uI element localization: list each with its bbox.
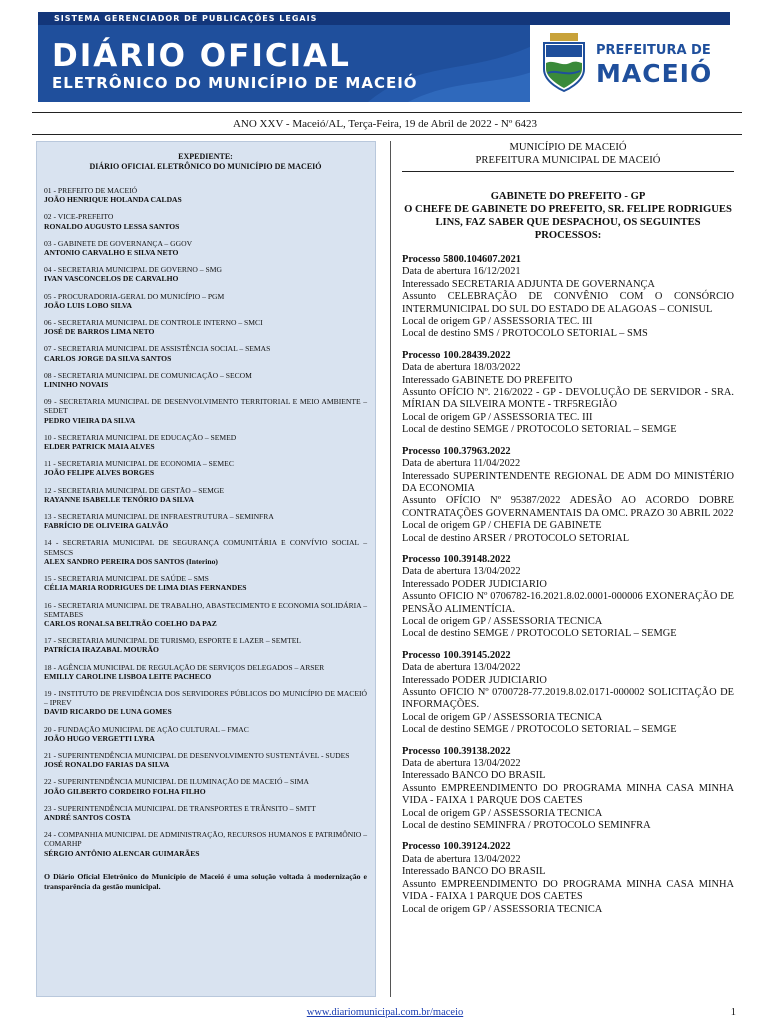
expediente-official-name: ALEX SANDRO PEREIRA DOS SANTOS (Interino) (44, 556, 218, 566)
expediente-official-name: ELDER PATRICK MAIA ALVES (44, 442, 155, 452)
expediente-role: 24 - COMPANHIA MUNICIPAL DE ADMINISTRAÇÃO, RECURSOS HUMANOS E PATRIMÔNIO – COMARHP (44, 830, 367, 849)
expediente-entry (44, 512, 367, 530)
process-detail-line: Data de abertura 11/04/2022 (402, 458, 521, 470)
process-detail-line: Data de abertura 13/04/2022 (402, 662, 521, 674)
process-number: Processo 100.39148.2022 (402, 553, 511, 565)
process-detail-line: Local de destino ARSER / PROTOCOLO SETORIAL (402, 532, 630, 544)
expediente-role: 23 - SUPERINTENDÊNCIA MUNICIPAL DE TRANSPORTES E TRÂNSITO – SMTT (44, 803, 316, 813)
prefecture-name: PREFEITURA MUNICIPAL DE MACEIÓ (475, 155, 661, 166)
expediente-official-name: LININHO NOVAIS (44, 380, 109, 390)
expediente-role: 11 - SECRETARIA MUNICIPAL DE ECONOMIA – SEMEC (44, 459, 234, 469)
expediente-official-name: JOÃO GILBERTO CORDEIRO FOLHA FILHO (44, 786, 206, 796)
expediente-official-name: ANTONIO CARVALHO E SILVA NETO (44, 248, 179, 258)
expediente-official-name: JOÃO FELIPE ALVES BORGES (44, 468, 155, 478)
process-detail-line: Local de destino SEMGE / PROTOCOLO SETORIAL – SEMGE (402, 628, 677, 640)
expediente-official-name: PATRÍCIA IRAZABAL MOURÃO (44, 645, 159, 655)
expediente-entry (44, 459, 367, 477)
expediente-entry (44, 601, 367, 629)
expediente-role: 09 - SECRETARIA MUNICIPAL DE DESENVOLVIMENTO TERRITORIAL E MEIO AMBIENTE – SEDET (44, 397, 367, 416)
section-header (402, 141, 734, 172)
expediente-official-name: DAVID RICARDO DE LUNA GOMES (44, 707, 172, 717)
expediente-official-name: SÉRGIO ANTÔNIO ALENCAR GUIMARÃES (44, 848, 200, 858)
expediente-entry (44, 265, 367, 283)
process-entry (402, 254, 734, 341)
process-detail-line: Assunto CELEBRAÇÃO DE CONVÊNIO COM O CONSÓRCIO INTERMUNICIPAL DO SUL DO ESTADO DE ALAGOAS – CONISUL (402, 291, 734, 315)
process-number: Processo 100.37963.2022 (402, 445, 511, 457)
expediente-entry (44, 344, 367, 362)
expediente-entry (44, 538, 367, 566)
expediente-footer: O Diário Oficial Eletrônico do Município de Maceió é uma solução voltada à modernização e transparência da gestão municipal. (44, 871, 367, 891)
gabinete-title: GABINETE DO PREFEITO - GP (490, 191, 646, 202)
expediente-role: 18 - AGÊNCIA MUNICIPAL DE REGULAÇÃO DE SERVIÇOS DELEGADOS – ARSER (44, 662, 325, 672)
process-detail-line: Interessado PODER JUDICIARIO (402, 578, 547, 590)
expediente-entry (44, 751, 367, 769)
gabinete-statement: O CHEFE DE GABINETE DO PREFEITO, SR. FELIPE RODRIGUES LINS, FAZ SABER QUE DESPACHOU, OS SEGUINTES PROCESSOS: (404, 204, 732, 241)
process-detail-line: Interessado PODER JUDICIARIO (402, 674, 547, 686)
expediente-role: 05 - PROCURADORIA-GERAL DO MUNICÍPIO – PGM (44, 291, 225, 301)
expediente-entry (44, 663, 367, 681)
expediente-role: 12 - SECRETARIA MUNICIPAL DE GESTÃO – SEMGE (44, 485, 225, 495)
process-detail-line: Local de origem GP / ASSESSORIA TEC. III (402, 411, 593, 423)
expediente-role: 08 - SECRETARIA MUNICIPAL DE COMUNICAÇÃO – SECOM (44, 370, 252, 380)
expediente-entry (44, 486, 367, 504)
municipality-name: MUNICÍPIO DE MACEIÓ (509, 142, 627, 153)
expediente-role: 16 - SECRETARIA MUNICIPAL DE TRABALHO, ABASTECIMENTO E ECONOMIA SOLIDÁRIA – SEMTABES (44, 600, 367, 619)
process-detail-line: Interessado BANCO DO BRASIL (402, 866, 546, 878)
process-entry (402, 746, 734, 833)
process-detail-line: Interessado SUPERINTENDENTE REGIONAL DE ADM DO MINISTÉRIO DA ECONOMIA (402, 470, 734, 494)
expediente-official-name: RAYANNE ISABELLE TENÓRIO DA SILVA (44, 494, 194, 504)
expediente-role: 07 - SECRETARIA MUNICIPAL DE ASSISTÊNCIA SOCIAL – SEMAS (44, 344, 271, 354)
process-number: Processo 100.28439.2022 (402, 349, 511, 361)
expediente-entry (44, 186, 367, 204)
expediente-role: 22 - SUPERINTENDÊNCIA MUNICIPAL DE ILUMINAÇÃO DE MACEIÓ – SIMA (44, 777, 310, 787)
process-detail-line: Assunto EMPREENDIMENTO DO PROGRAMA MINHA CASA MINHA VIDA - FAIXA 1 PARQUE DOS CAETES (402, 878, 734, 903)
process-detail-line: Local de origem GP / ASSESSORIA TECNICA (402, 615, 603, 627)
masthead-banner (38, 12, 730, 102)
process-detail-line: Assunto EMPREENDIMENTO DO PROGRAMA MINHA CASA MINHA VIDA - FAIXA 1 PARQUE DOS CAETES (402, 782, 734, 807)
process-number: Processo 5800.104607.2021 (402, 254, 521, 265)
expediente-entry (44, 830, 367, 858)
process-detail-line: Data de abertura 18/03/2022 (402, 362, 521, 374)
process-detail-line: Assunto OFÍCIO Nº. 216/2022 - GP - DEVOLUÇÃO DE SERVIDOR - SRA. MÍRIAN DA SILVEIRA MONTE - TRF5REGIÃO (402, 387, 734, 411)
expediente-entry (44, 371, 367, 389)
city-crest-icon (540, 33, 588, 93)
expediente-role: 01 - PREFEITO DE MACEIÓ (44, 186, 138, 195)
process-entry (402, 650, 734, 737)
process-number: Processo 100.39124.2022 (402, 841, 511, 853)
expediente-official-name: JOÃO LUIS LOBO SILVA (44, 300, 132, 310)
expediente-role: 15 - SECRETARIA MUNICIPAL DE SAÚDE – SMS (44, 574, 209, 584)
expediente-role: 13 - SECRETARIA MUNICIPAL DE INFRAESTRUTURA – SEMINFRA (44, 512, 274, 522)
main-column (402, 141, 734, 925)
prefeitura-city: MACEIÓ (596, 59, 713, 88)
expediente-role: 03 - GABINETE DE GOVERNANÇA – GGOV (44, 238, 193, 248)
process-detail-line: Local de destino SEMGE / PROTOCOLO SETORIAL – SEMGE (402, 724, 677, 736)
expediente-entry (44, 318, 367, 336)
process-detail-line: Assunto OFICIO Nº 0706782-16.2021.8.02.0001-000006 EXONERAÇÃO DE PENSÃO ALIMENTÍCIA. (402, 591, 734, 615)
process-detail-line: Local de destino SMS / PROTOCOLO SETORIAL – SMS (402, 328, 648, 340)
expediente-entry (44, 689, 367, 717)
process-detail-line: Local de origem GP / ASSESSORIA TECNICA (402, 903, 603, 915)
prefeitura-label: PREFEITURA DE (596, 43, 711, 58)
publication-title: DIÁRIO OFICIAL (52, 38, 351, 74)
process-detail-line: Interessado GABINETE DO PREFEITO (402, 374, 573, 386)
expediente-role: 06 - SECRETARIA MUNICIPAL DE CONTROLE INTERNO – SMCI (44, 318, 263, 328)
prefeitura-logo (530, 25, 730, 102)
process-entry (402, 446, 734, 545)
expediente-official-name: JOÃO HUGO VERGETTI LYRA (44, 733, 155, 743)
footer-website-link[interactable]: www.diariomunicipal.com.br/maceio (306, 1007, 464, 1018)
process-detail-line: Data de abertura 13/04/2022 (402, 566, 521, 578)
expediente-official-name: CARLOS JORGE DA SILVA SANTOS (44, 353, 172, 363)
expediente-entry (44, 239, 367, 257)
expediente-entry (44, 292, 367, 310)
column-divider (390, 141, 391, 997)
process-entry (402, 841, 734, 915)
expediente-official-name: CÉLIA MARIA RODRIGUES DE LIMA DIAS FERNANDES (44, 583, 247, 593)
system-label: SISTEMA GERENCIADOR DE PUBLICAÇÕES LEGAIS (54, 14, 318, 23)
expediente-entry (44, 725, 367, 743)
expediente-official-name: ANDRÉ SANTOS COSTA (44, 812, 131, 822)
process-detail-line: Local de destino SEMINFRA / PROTOCOLO SEMINFRA (402, 820, 651, 832)
expediente-official-name: JOÃO HENRIQUE HOLANDA CALDAS (44, 195, 182, 205)
process-detail-line: Local de origem GP / ASSESSORIA TECNICA (402, 711, 603, 723)
process-number: Processo 100.39138.2022 (402, 745, 511, 757)
process-detail-line: Interessado BANCO DO BRASIL (402, 770, 546, 782)
gabinete-header (402, 190, 734, 242)
process-detail-line: Local de origem GP / ASSESSORIA TECNICA (402, 807, 603, 819)
expediente-official-name: EMILLY CAROLINE LISBOA LEITE PACHECO (44, 671, 212, 681)
expediente-title (44, 152, 367, 172)
expediente-official-name: CARLOS RONALSA BELTRÃO COELHO DA PAZ (44, 618, 217, 628)
expediente-entry (44, 212, 367, 230)
expediente-official-name: IVAN VASCONCELOS DE CARVALHO (44, 274, 179, 284)
expediente-official-name: JOSÉ RONALDO FARIAS DA SILVA (44, 760, 170, 770)
expediente-role: 19 - INSTITUTO DE PREVIDÊNCIA DOS SERVIDORES PÚBLICOS DO MUNICÍPIO DE MACEIÓ – IPREV (44, 688, 367, 708)
expediente-entry (44, 636, 367, 654)
expediente-role: 17 - SECRETARIA MUNICIPAL DE TURISMO, ESPORTE E LAZER – SEMTEL (44, 636, 302, 646)
expediente-role: 10 - SECRETARIA MUNICIPAL DE EDUCAÇÃO – SEMED (44, 432, 237, 442)
process-entry (402, 554, 734, 641)
process-detail-line: Data de abertura 16/12/2021 (402, 266, 521, 278)
issue-divider (32, 134, 742, 135)
expediente-role: 21 - SUPERINTENDÊNCIA MUNICIPAL DE DESENVOLVIMENTO SUSTENTÁVEL - SUDES (44, 750, 350, 760)
expediente-entry (44, 804, 367, 822)
process-detail-line: Assunto OFÍCIO Nº 95387/2022 ADESÃO AO ACORDO DOBRE CONTRATAÇÕES GOVERNAMENTAIS DA OMC. PRAZO 30 ABRIL 2022 (402, 495, 734, 519)
publication-subtitle: ELETRÔNICO DO MUNICÍPIO DE MACEIÓ (52, 74, 418, 92)
process-detail-line: Data de abertura 13/04/2022 (402, 758, 521, 770)
process-detail-line: Data de abertura 13/04/2022 (402, 853, 521, 865)
expediente-official-name: FABRÍCIO DE OLIVEIRA GALVÃO (44, 521, 169, 531)
expediente-entry (44, 433, 367, 451)
expediente-role: 20 - FUNDAÇÃO MUNICIPAL DE AÇÃO CULTURAL – FMAC (44, 724, 249, 734)
process-detail-line: Local de origem GP / ASSESSORIA TEC. III (402, 316, 593, 328)
issue-line: ANO XXV - Maceió/AL, Terça-Feira, 19 de Abril de 2022 - Nº 6423 (232, 118, 538, 130)
expediente-role: 02 - VICE-PREFEITO (44, 212, 114, 222)
process-entry (402, 350, 734, 437)
process-list (402, 254, 734, 916)
process-detail-line: Local de destino SEMGE / PROTOCOLO SETORIAL – SEMGE (402, 424, 677, 436)
process-detail-line: Local de origem GP / CHEFIA DE GABINETE (402, 520, 602, 532)
expediente-panel (36, 141, 376, 997)
expediente-entry (44, 777, 367, 795)
expediente-heading: EXPEDIENTE: (178, 152, 233, 161)
page-number: 1 (730, 1007, 736, 1018)
process-number: Processo 100.39145.2022 (402, 649, 511, 661)
expediente-role: 14 - SECRETARIA MUNICIPAL DE SEGURANÇA COMUNITÁRIA E CONVÍVIO SOCIAL – SEMSCS (44, 538, 367, 557)
process-detail-line: Assunto OFICIO Nº 0700728-77.2019.8.02.0171-000002 SOLICITAÇÃO DE INFORMAÇÕES. (402, 687, 734, 711)
expediente-role: 04 - SECRETARIA MUNICIPAL DE GOVERNO – SMG (44, 265, 222, 275)
process-detail-line: Interessado SECRETARIA ADJUNTA DE GOVERNANÇA (402, 278, 655, 290)
expediente-official-name: RONALDO AUGUSTO LESSA SANTOS (44, 221, 180, 231)
expediente-list (44, 186, 367, 858)
expediente-entry (44, 397, 367, 425)
expediente-publication-name: DIÁRIO OFICIAL ELETRÔNICO DO MUNICÍPIO DE MACEIÓ (89, 162, 322, 171)
expediente-official-name: PEDRO VIEIRA DA SILVA (44, 415, 136, 425)
expediente-official-name: JOSÉ DE BARROS LIMA NETO (44, 327, 155, 337)
expediente-entry (44, 574, 367, 592)
header-divider (32, 112, 742, 113)
